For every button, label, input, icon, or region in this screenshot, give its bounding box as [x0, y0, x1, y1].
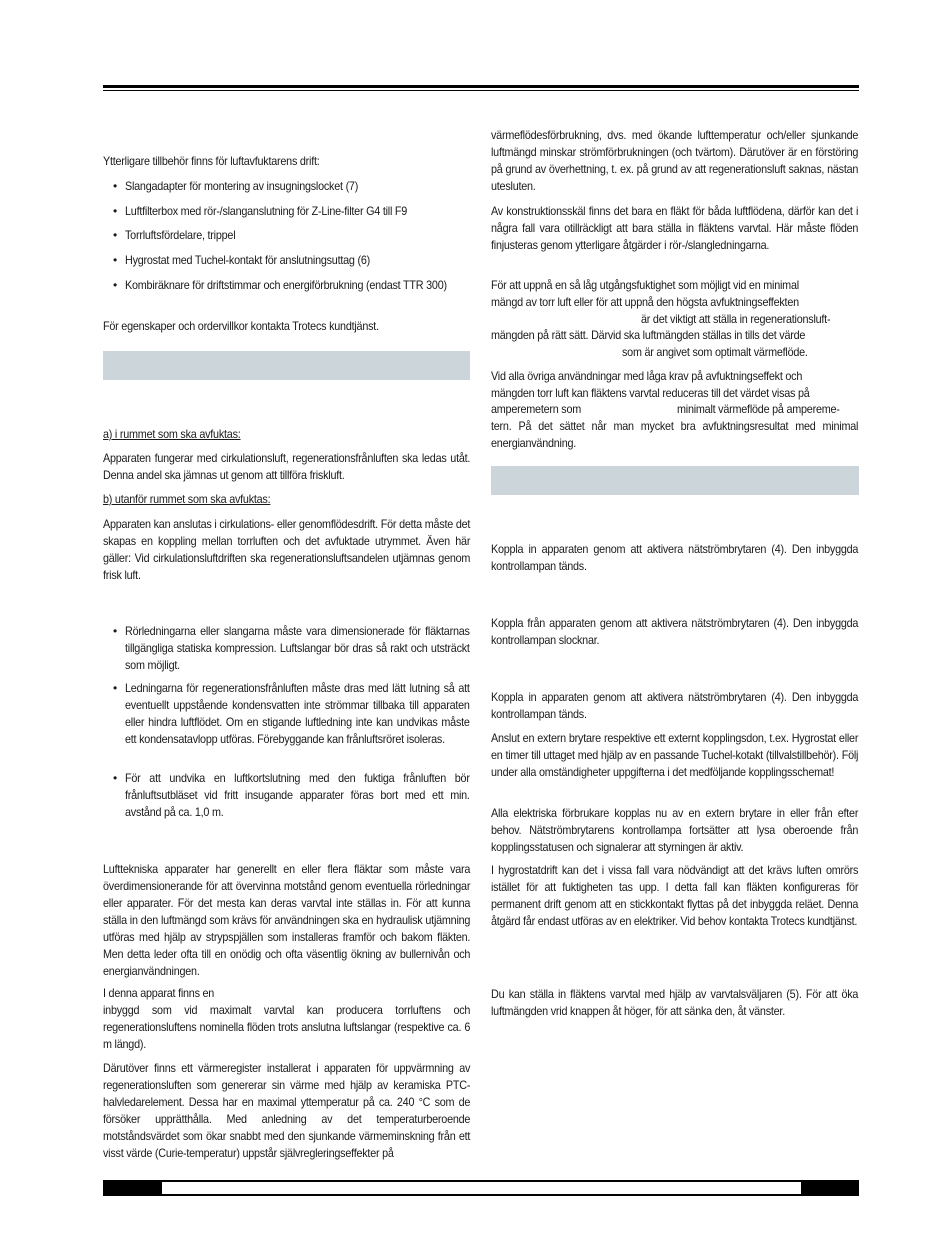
- switch-on-paragraph: Koppla in apparaten genom att aktivera nätströmbrytaren (4). Den inbyggda kontrollampan tänds.: [491, 542, 859, 573]
- other-line-1: Vid alla övriga användningar med låga krav på avfuktningseffekt och: [491, 369, 803, 383]
- other-line-3a: amperemetern som: [491, 402, 582, 416]
- optimum-line-5: som är angivet som optimalt värmeflöde.: [622, 345, 808, 359]
- fan-paragraph: Lufttekniska apparater har generellt en eller flera fläktar som måste vara överdimensionerande för att övervinna motstånd genom eventuella rörledningar eller apparater. För det mesta kan deras varvtal inte ställas in. För att kunna ställa in den luftmängd som krävs för användningen ska en hydraulisk utjämning utföras med hjälp av strypspjällen som installeras framför och bakom fläkten. Men detta leder ofta till en onödig och ofta väsentlig ökning av bullernivån och energianvändningen.: [103, 862, 471, 978]
- fan-paragraph-2-line1: I denna apparat finns en: [103, 986, 215, 1000]
- external-switch-paragraph: Anslut en extern brytare respektive ett externt kopplingsdon, t.ex. Hygrostat eller en timer till uttaget med hjälp av en passande Tuchel-kotakt (tillvalstillbehör). Följ under alla omständigheter uppgifterna i det medföljande kopplingsschemat!: [491, 731, 859, 779]
- fan-paragraph-2: inbyggd som vid maximalt varvtal kan producera torrluftens och regenerationsluftens nominella flöden trots anslutna luftslangar (respektive ca. 6 m längd).: [103, 1003, 471, 1051]
- switch-off-paragraph: Koppla från apparaten genom att aktivera nätströmbrytaren (4). Den inbyggda kontrollampan slocknar.: [491, 616, 859, 647]
- hygrostat-paragraph: I hygrostatdrift kan det i vissa fall vara nödvändigt att det krävs luften omrörs istället för att fuktigheten tas upp. I detta fall kan fläkten konfigureras för permanent drift genom att en stickkontakt flyttas på det inbyggda reläet. Denna åtgärd får endast utföras av en elektriker. Vid behov kontakta Trotecs kundtjänst.: [491, 863, 859, 928]
- paragraph-a: Apparaten fungerar med cirkulationsluft, regenerationsfrånluften ska ledas utåt. Denna andel ska jämnas ut genom att tillföra friskluft.: [103, 451, 471, 482]
- section-heading-band: [491, 466, 859, 495]
- heater-paragraph: Därutöver finns ett värmeregister installerat i apparaten för uppvärmning av regenerationsluften som genererar sin värme med hjälp av keramiska PTC-halvledarelement. Dessa har en maximal yttemperatur på ca. 240 °C som de försöker upprätthålla. Med anledning av det temperaturberoende motståndsvärdet som ökar snabbt med den sjunkande värmeminskning från ett visst värde (Curie-temperatur) uppstår självregleringseffekter på: [103, 1061, 471, 1160]
- optimum-line-4: mängden på rätt sätt. Därvid ska luftmängden ställas in tills det värde: [491, 328, 806, 342]
- switch-on-paragraph-2: Koppla in apparaten genom att aktivera nätströmbrytaren (4). Den inbyggda kontrollampan tänds.: [491, 690, 859, 721]
- design-paragraph: Av konstruktionsskäl finns det bara en fläkt för båda luftflödena, därför kan det i några fall vara otillräckligt att bara ställa in fläktens varvtal. Här måste flöden finjusteras genom ytterligare åtgärder i rör-/slangledningarna.: [491, 204, 859, 252]
- header-rule-thick: [103, 85, 859, 88]
- accessories-intro: Ytterligare tillbehör finns för luftavfuktarens drift:: [103, 154, 320, 168]
- fan-speed-paragraph: Du kan ställa in fläktens varvtal med hjälp av varvtalsväljaren (5). För att öka luftmängden vrid knappen åt höger, för att sänka den, åt vänster.: [491, 987, 859, 1018]
- paragraph-b: Apparaten kan anslutas i cirkulations- eller genomflödesdrift. För detta måste det skapas en koppling mellan torrluften och det avfuktade utrymmet. Även här gäller: Vid cirkulationsluftdriften ska regenerationsluftsandelen utjämnas genom frisk luft.: [103, 517, 471, 582]
- subheading-a: a) i rummet som ska avfuktas:: [103, 427, 241, 441]
- header-rule-thin: [103, 90, 859, 91]
- subheading-b: b) utanför rummet som ska avfuktas:: [103, 492, 271, 506]
- other-line-4: tern. På det sättet når man mycket bra avfuktningsresultat med minimal energianvändning.: [491, 419, 859, 450]
- continued-paragraph: värmeflödesförbrukning, dvs. med ökande lufttemperatur och/eller sjunkande luftmängd minskar strömförbrukningen (och tvärtom). Därutöver är en förstöring på grund av överhettning, t. ex. på grund av att regenerationsluft saknas, nästan utesluten.: [491, 128, 859, 193]
- contact-note: För egenskaper och ordervillkor kontakta Trotecs kundtjänst.: [103, 319, 379, 333]
- optimum-line-2: mängd av torr luft eller för att uppnå den högsta avfuktningseffekten: [491, 295, 799, 309]
- optimum-line-1: För att uppnå en så låg utgångsfuktighet som möjligt vid en minimal: [491, 278, 799, 292]
- section-heading-band: [103, 351, 470, 380]
- other-line-3b: minimalt värmeflöde på amperemе-: [677, 402, 840, 416]
- electrical-paragraph: Alla elektriska förbrukare kopplas nu av en extern brytare in eller från efter behov. Nätströmbrytarens kontrollampa fortsätter att lysa oberoende från kopplingsstatusen och signalerar att styrningen är aktiv.: [491, 806, 859, 854]
- footer-bar-inner: [162, 1182, 801, 1194]
- optimum-line-3: är det viktigt att ställa in regenerationsluft-: [641, 312, 831, 326]
- other-line-2: mängden torr luft kan fläktens varvtal reduceras till det värdet visas på: [491, 386, 810, 400]
